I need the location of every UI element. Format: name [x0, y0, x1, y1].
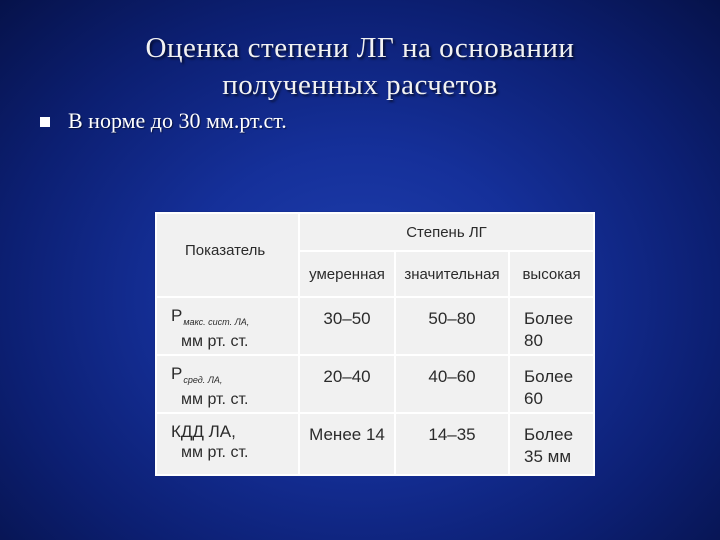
cell-value: Более 60: [509, 355, 594, 413]
table-row: [156, 413, 594, 475]
column-header-moderate: умеренная: [299, 251, 395, 297]
value-line-1: Более: [524, 425, 574, 444]
slide-title: [100, 30, 620, 104]
lg-degree-table-image: [155, 212, 593, 474]
table-row: [156, 355, 594, 413]
table-row: [156, 297, 594, 355]
param-main: Р: [171, 364, 183, 383]
cell-value: 20–40: [299, 355, 395, 413]
column-header-high: высокая: [509, 251, 594, 297]
cell-value: 50–80: [395, 297, 509, 355]
cell-value: 14–35: [395, 413, 509, 475]
param-subscript: сред. ЛА,: [183, 375, 223, 386]
row-param-psys: [156, 297, 299, 355]
row-param-pmean: [156, 355, 299, 413]
cell-value: 30–50: [299, 297, 395, 355]
bullet-text: В норме до 30 мм.рт.ст.: [68, 108, 287, 133]
cell-value: Более 80: [509, 297, 594, 355]
column-header-significant: значительная: [395, 251, 509, 297]
param-main: КДД ЛА,: [171, 422, 236, 441]
param-unit: мм рт. ст.: [181, 333, 249, 351]
header-degree: Степень ЛГ: [299, 213, 594, 251]
bullet-item: [40, 106, 287, 136]
param-unit: мм рт. ст.: [181, 391, 249, 409]
cell-value: Менее 14: [299, 413, 395, 475]
square-bullet-icon: [40, 117, 50, 127]
param-subscript: макс. сист. ЛА,: [183, 317, 250, 328]
cell-value: 40–60: [395, 355, 509, 413]
row-param-kdd: [156, 413, 299, 475]
title-line-2: полученных расчетов: [222, 69, 498, 101]
param-unit: мм рт. ст.: [181, 444, 249, 461]
cell-value: [509, 413, 594, 475]
lg-degree-table: [155, 212, 595, 476]
title-line-1: Оценка степени ЛГ на основании: [145, 32, 575, 64]
param-main: Р: [171, 306, 183, 325]
header-param: Показатель: [156, 213, 299, 297]
value-line-2: 35 мм: [524, 447, 572, 466]
